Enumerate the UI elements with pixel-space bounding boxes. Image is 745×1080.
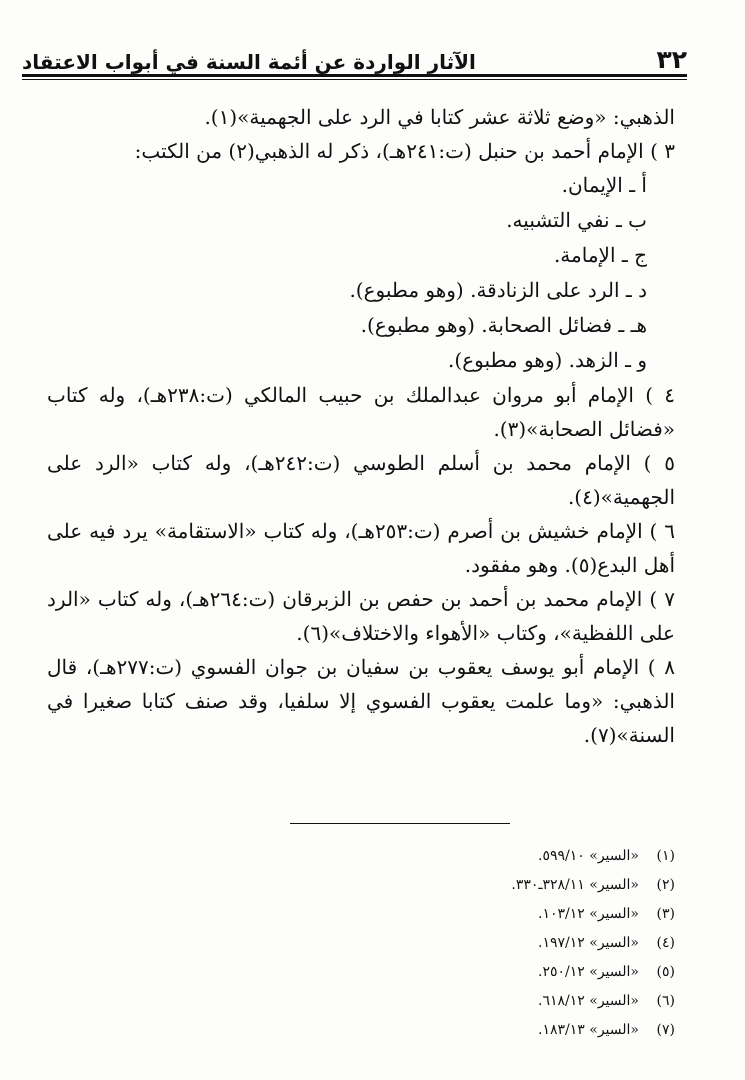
footnote-text: «السير» ١٩٧/١٢. [538, 935, 639, 951]
footnote [375, 929, 675, 958]
footnote-text: «السير» ٣٢٨/١١ـ٣٣٠. [511, 877, 639, 893]
running-title: الآثار الواردة عن أئمة السنة في أبواب الاعتقاد [22, 50, 476, 74]
books-list [47, 168, 675, 378]
footnote [375, 871, 675, 900]
footnote-number: (٥) [656, 964, 675, 980]
paragraph-1: الذهبي: «وضع ثلاثة عشر كتابا في الرد على الجهمية»(١). [204, 105, 675, 129]
footnote-text: «السير» ١٠٣/١٢. [538, 906, 639, 922]
footnote-number: (١) [656, 848, 675, 864]
header-rule-thick [22, 74, 687, 77]
footnote [375, 900, 675, 929]
page-number: ٣٢ [656, 45, 687, 74]
paragraph-7: ٧ ) الإمام محمد بن أحمد بن حفص بن الزبرقان (ت:٢٦٤هـ)، وله كتاب «الرد على اللفظية»، وكتاب «الأهواء والاختلاف»(٦). [47, 587, 675, 645]
footnote-number: (٧) [656, 1022, 675, 1038]
list-item: د ـ الرد على الزنادقة. (وهو مطبوع). [349, 278, 647, 302]
footnote [375, 987, 675, 1016]
paragraph-4: ٤ ) الإمام أبو مروان عبدالملك بن حبيب المالكي (ت:٢٣٨هـ)، وله كتاب «فضائل الصحابة»(٣). [47, 383, 675, 441]
footnote-text: «السير» ٥٩٩/١٠. [538, 848, 639, 864]
list-item: ب ـ نفي التشبيه. [506, 208, 647, 232]
footnote-number: (٢) [656, 877, 675, 893]
body-text [47, 100, 675, 752]
paragraph-3: ٣ ) الإمام أحمد بن حنبل (ت:٢٤١هـ)، ذكر له الذهبي(٢) من الكتب: [134, 139, 675, 163]
list-item: أ ـ الإيمان. [561, 173, 647, 197]
list-item: و ـ الزهد. (وهو مطبوع). [448, 348, 647, 372]
footnote-number: (٤) [656, 935, 675, 951]
header-rule-thin [22, 79, 687, 80]
paragraph-6: ٦ ) الإمام خشيش بن أصرم (ت:٢٥٣هـ)، وله كتاب «الاستقامة» يرد فيه على أهل البدع(٥). وهو مفقود. [47, 519, 675, 577]
footnote-separator [290, 823, 510, 824]
paragraph-5: ٥ ) الإمام محمد بن أسلم الطوسي (ت:٢٤٢هـ)، وله كتاب «الرد على الجهمية»(٤). [47, 451, 675, 509]
list-item: ج ـ الإمامة. [553, 243, 647, 267]
footnote [375, 842, 675, 871]
list-item: هـ ـ فضائل الصحابة. (وهو مطبوع). [360, 313, 647, 337]
footnote-number: (٦) [656, 993, 675, 1009]
footnote [375, 1016, 675, 1045]
paragraph-8: ٨ ) الإمام أبو يوسف يعقوب بن سفيان بن جوان الفسوي (ت:٢٧٧هـ)، قال الذهبي: «وما علمت يعقوب الفسوي إلا سلفيا، وقد صنف كتابا صغيرا في السنة»(٧). [47, 655, 675, 747]
footnote-text: «السير» ١٨٣/١٣. [538, 1022, 639, 1038]
footnote-text: «السير» ٦١٨/١٢. [538, 993, 639, 1009]
footnote-text: «السير» ٢٥٠/١٢. [538, 964, 639, 980]
footnote [375, 958, 675, 987]
footnotes [375, 842, 675, 1045]
footnote-number: (٣) [656, 906, 675, 922]
page-header [22, 34, 687, 72]
